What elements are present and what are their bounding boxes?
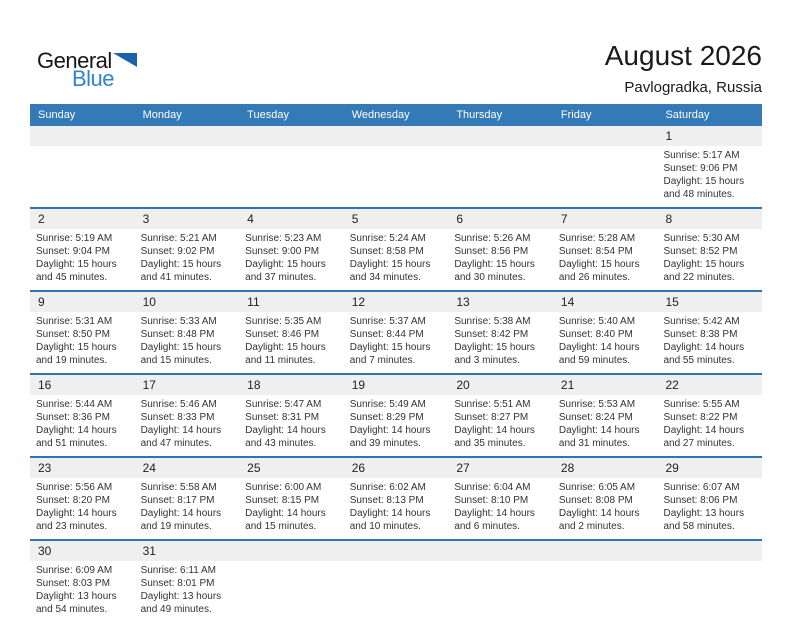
weekday-header-wednesday: Wednesday — [351, 109, 410, 121]
sunset-line: Sunset: 9:00 PM — [245, 246, 320, 257]
sunset-line: Sunset: 8:58 PM — [349, 246, 424, 257]
daylight-line2: and 43 minutes. — [245, 438, 317, 449]
daylight-line2: and 30 minutes. — [454, 272, 526, 283]
daylight-line2: and 19 minutes. — [36, 355, 108, 366]
daylight-line1: Daylight: 14 hours — [245, 508, 326, 519]
day-details — [344, 395, 449, 456]
daylight-line2: and 7 minutes. — [349, 355, 416, 366]
day-number — [30, 126, 135, 146]
sunset-line: Sunset: 8:13 PM — [349, 495, 424, 506]
sunrise-line: Sunrise: 5:31 AM — [36, 316, 113, 327]
day-cell — [135, 209, 240, 290]
daylight-line2: and 3 minutes. — [454, 355, 520, 366]
day-cell — [448, 458, 553, 539]
day-number: 23 — [30, 458, 135, 478]
day-number: 5 — [344, 209, 449, 229]
day-number — [344, 541, 449, 561]
weekday-header-friday: Friday — [560, 109, 592, 121]
day-details — [344, 561, 449, 613]
day-details — [553, 229, 658, 290]
week-row — [30, 539, 762, 622]
day-number — [448, 126, 553, 146]
daylight-line2: and 6 minutes. — [454, 521, 520, 532]
daylight-line1: Daylight: 14 hours — [349, 508, 431, 519]
day-number: 13 — [448, 292, 553, 312]
day-number: 3 — [135, 209, 240, 229]
day-cell — [344, 209, 449, 290]
day-details — [553, 312, 658, 373]
day-number — [448, 541, 553, 561]
sunrise-line: Sunrise: 5:35 AM — [245, 316, 322, 327]
sunset-line: Sunset: 8:15 PM — [245, 495, 320, 506]
day-number: 19 — [344, 375, 449, 395]
sunset-line: Sunset: 8:44 PM — [349, 329, 424, 340]
weekday-header-tuesday: Tuesday — [247, 109, 289, 121]
page-title: August 2026 — [604, 40, 762, 71]
calendar-grid — [30, 126, 762, 622]
weekday-header-saturday: Saturday — [665, 109, 710, 121]
day-cell — [30, 375, 135, 456]
sunset-line: Sunset: 8:46 PM — [245, 329, 320, 340]
day-cell — [657, 458, 762, 539]
weekday-header-sunday: Sunday — [38, 109, 76, 121]
day-number: 27 — [448, 458, 553, 478]
day-cell — [135, 458, 240, 539]
day-details — [657, 478, 762, 539]
empty-day-cell — [657, 541, 762, 622]
daylight-line2: and 19 minutes. — [140, 521, 212, 532]
daylight-line1: Daylight: 15 hours — [140, 259, 222, 270]
sunset-line: Sunset: 8:33 PM — [140, 412, 215, 423]
day-number: 29 — [657, 458, 762, 478]
empty-day-cell — [448, 541, 553, 622]
day-cell — [30, 209, 135, 290]
daylight-line2: and 37 minutes. — [245, 272, 317, 283]
daylight-line1: Daylight: 13 hours — [36, 591, 117, 602]
day-number — [553, 541, 658, 561]
day-number — [239, 541, 344, 561]
day-details — [30, 229, 135, 290]
day-cell — [135, 292, 240, 373]
daylight-line2: and 55 minutes. — [663, 355, 735, 366]
week-row — [30, 126, 762, 207]
sunset-line: Sunset: 8:10 PM — [454, 495, 529, 506]
sunrise-line: Sunrise: 6:04 AM — [454, 482, 531, 493]
day-number: 15 — [657, 292, 762, 312]
logo-text-general: General — [37, 48, 112, 73]
daylight-line1: Daylight: 14 hours — [454, 508, 535, 519]
daylight-line2: and 15 minutes. — [245, 521, 317, 532]
sunset-line: Sunset: 9:02 PM — [140, 246, 215, 257]
daylight-line2: and 31 minutes. — [558, 438, 631, 449]
day-number: 12 — [344, 292, 449, 312]
daylight-line1: Daylight: 14 hours — [140, 508, 222, 519]
day-number: 18 — [239, 375, 344, 395]
empty-day-cell — [135, 126, 240, 207]
sunset-line: Sunset: 8:24 PM — [558, 412, 633, 423]
sunset-line: Sunset: 8:22 PM — [663, 412, 738, 423]
day-details — [344, 229, 449, 290]
daylight-line2: and 35 minutes. — [454, 438, 526, 449]
sunset-line: Sunset: 8:52 PM — [663, 246, 738, 257]
day-details — [239, 229, 344, 290]
day-cell — [657, 292, 762, 373]
day-cell — [30, 541, 135, 622]
daylight-line2: and 15 minutes. — [140, 355, 212, 366]
empty-day-cell — [553, 126, 658, 207]
sunrise-line: Sunrise: 6:07 AM — [663, 482, 740, 493]
sunrise-line: Sunrise: 5:46 AM — [140, 399, 217, 410]
weekday-header-monday: Monday — [142, 109, 182, 121]
daylight-line1: Daylight: 14 hours — [558, 342, 640, 353]
daylight-line2: and 48 minutes. — [663, 189, 735, 200]
day-details — [135, 312, 240, 373]
sunrise-line: Sunrise: 5:33 AM — [140, 316, 217, 327]
daylight-line1: Daylight: 14 hours — [349, 425, 431, 436]
sunset-line: Sunset: 8:27 PM — [454, 412, 529, 423]
day-details — [553, 395, 658, 456]
week-row — [30, 207, 762, 290]
daylight-line1: Daylight: 15 hours — [349, 342, 431, 353]
sunrise-line: Sunrise: 6:09 AM — [36, 565, 113, 576]
daylight-line1: Daylight: 14 hours — [140, 425, 222, 436]
day-number: 31 — [135, 541, 240, 561]
day-cell — [657, 126, 762, 207]
weekday-header-thursday: Thursday — [456, 109, 503, 121]
day-number: 8 — [657, 209, 762, 229]
day-details — [657, 229, 762, 290]
empty-day-cell — [344, 541, 449, 622]
week-row — [30, 456, 762, 539]
daylight-line2: and 45 minutes. — [36, 272, 108, 283]
sunrise-line: Sunrise: 5:42 AM — [663, 316, 740, 327]
daylight-line1: Daylight: 14 hours — [36, 425, 117, 436]
day-cell — [553, 375, 658, 456]
daylight-line1: Daylight: 15 hours — [245, 342, 326, 353]
day-number: 11 — [239, 292, 344, 312]
day-details — [657, 561, 762, 613]
daylight-line1: Daylight: 15 hours — [140, 342, 222, 353]
day-number: 14 — [553, 292, 658, 312]
daylight-line2: and 41 minutes. — [140, 272, 212, 283]
day-details — [135, 146, 240, 201]
day-details — [448, 478, 553, 539]
daylight-line1: Daylight: 14 hours — [663, 425, 745, 436]
day-cell — [344, 458, 449, 539]
sunrise-line: Sunrise: 5:44 AM — [36, 399, 113, 410]
daylight-line1: Daylight: 15 hours — [454, 342, 535, 353]
daylight-line1: Daylight: 14 hours — [558, 508, 640, 519]
empty-day-cell — [553, 541, 658, 622]
day-cell — [657, 209, 762, 290]
sunrise-line: Sunrise: 5:40 AM — [558, 316, 636, 327]
logo-text-blue: Blue — [72, 66, 115, 91]
sunset-line: Sunset: 8:17 PM — [140, 495, 215, 506]
daylight-line1: Daylight: 14 hours — [663, 342, 745, 353]
sunrise-line: Sunrise: 5:55 AM — [663, 399, 740, 410]
day-number: 16 — [30, 375, 135, 395]
day-cell — [239, 375, 344, 456]
day-details — [553, 146, 658, 201]
sunset-line: Sunset: 8:56 PM — [454, 246, 529, 257]
sunrise-line: Sunrise: 6:11 AM — [140, 565, 216, 576]
sunrise-line: Sunrise: 5:23 AM — [245, 233, 322, 244]
sunset-line: Sunset: 8:36 PM — [36, 412, 110, 423]
day-cell — [30, 292, 135, 373]
day-number: 21 — [553, 375, 658, 395]
day-number: 6 — [448, 209, 553, 229]
sunset-line: Sunset: 8:40 PM — [558, 329, 633, 340]
daylight-line2: and 34 minutes. — [349, 272, 421, 283]
daylight-line2: and 23 minutes. — [36, 521, 108, 532]
sunset-line: Sunset: 8:06 PM — [663, 495, 738, 506]
day-details — [30, 146, 135, 201]
day-details — [135, 478, 240, 539]
daylight-line1: Daylight: 14 hours — [454, 425, 535, 436]
sunrise-line: Sunrise: 5:24 AM — [349, 233, 426, 244]
sunrise-line: Sunrise: 5:51 AM — [454, 399, 531, 410]
sunset-line: Sunset: 8:01 PM — [140, 578, 215, 589]
empty-day-cell — [239, 126, 344, 207]
day-cell — [239, 292, 344, 373]
sunset-line: Sunset: 8:48 PM — [140, 329, 215, 340]
sunrise-line: Sunrise: 6:00 AM — [245, 482, 322, 493]
daylight-line2: and 51 minutes. — [36, 438, 108, 449]
day-cell — [657, 375, 762, 456]
day-cell — [448, 292, 553, 373]
day-cell — [239, 209, 344, 290]
daylight-line2: and 2 minutes. — [558, 521, 625, 532]
daylight-line1: Daylight: 15 hours — [36, 259, 117, 270]
sunrise-line: Sunrise: 5:30 AM — [663, 233, 740, 244]
sunset-line: Sunset: 8:03 PM — [36, 578, 110, 589]
day-details — [239, 146, 344, 201]
daylight-line2: and 22 minutes. — [663, 272, 735, 283]
sunset-line: Sunset: 8:08 PM — [558, 495, 633, 506]
day-details — [135, 395, 240, 456]
general-blue-logo — [37, 50, 137, 90]
daylight-line2: and 10 minutes. — [349, 521, 421, 532]
sunrise-line: Sunrise: 5:19 AM — [36, 233, 113, 244]
day-details — [30, 312, 135, 373]
daylight-line1: Daylight: 15 hours — [36, 342, 117, 353]
daylight-line1: Daylight: 13 hours — [140, 591, 222, 602]
day-number: 7 — [553, 209, 658, 229]
day-number — [239, 126, 344, 146]
daylight-line1: Daylight: 14 hours — [36, 508, 117, 519]
day-details — [448, 561, 553, 613]
day-number: 2 — [30, 209, 135, 229]
sunset-line: Sunset: 8:38 PM — [663, 329, 738, 340]
day-details — [448, 312, 553, 373]
sunrise-line: Sunrise: 5:56 AM — [36, 482, 113, 493]
day-cell — [30, 458, 135, 539]
day-number: 30 — [30, 541, 135, 561]
day-details — [553, 478, 658, 539]
logo-triangle-icon — [113, 53, 137, 67]
day-cell — [553, 458, 658, 539]
day-details — [657, 395, 762, 456]
daylight-line2: and 54 minutes. — [36, 604, 108, 615]
sunrise-line: Sunrise: 5:58 AM — [140, 482, 217, 493]
empty-day-cell — [239, 541, 344, 622]
day-cell — [553, 292, 658, 373]
sunrise-line: Sunrise: 5:38 AM — [454, 316, 531, 327]
day-details — [657, 146, 762, 207]
day-cell — [135, 541, 240, 622]
day-number: 22 — [657, 375, 762, 395]
empty-day-cell — [344, 126, 449, 207]
sunset-line: Sunset: 8:50 PM — [36, 329, 110, 340]
empty-day-cell — [30, 126, 135, 207]
day-number: 17 — [135, 375, 240, 395]
sunset-line: Sunset: 8:54 PM — [558, 246, 633, 257]
weekday-header-row — [30, 104, 762, 126]
day-details — [448, 146, 553, 201]
day-number: 25 — [239, 458, 344, 478]
day-details — [553, 561, 658, 613]
day-cell — [344, 292, 449, 373]
sunrise-line: Sunrise: 5:37 AM — [349, 316, 426, 327]
day-number: 1 — [657, 126, 762, 146]
daylight-line2: and 27 minutes. — [663, 438, 735, 449]
day-details — [239, 478, 344, 539]
day-cell — [344, 375, 449, 456]
week-row — [30, 290, 762, 373]
day-details — [239, 395, 344, 456]
sunrise-line: Sunrise: 6:02 AM — [349, 482, 426, 493]
day-cell — [553, 209, 658, 290]
day-details — [344, 478, 449, 539]
daylight-line1: Daylight: 15 hours — [349, 259, 431, 270]
day-details — [30, 561, 135, 622]
daylight-line1: Daylight: 14 hours — [558, 425, 640, 436]
sunset-line: Sunset: 8:29 PM — [349, 412, 424, 423]
sunrise-line: Sunrise: 6:05 AM — [558, 482, 636, 493]
sunrise-line: Sunrise: 5:21 AM — [140, 233, 217, 244]
daylight-line1: Daylight: 15 hours — [454, 259, 535, 270]
daylight-line1: Daylight: 15 hours — [558, 259, 640, 270]
day-details — [657, 312, 762, 373]
day-number: 10 — [135, 292, 240, 312]
sunset-line: Sunset: 8:42 PM — [454, 329, 529, 340]
daylight-line1: Daylight: 15 hours — [663, 176, 745, 187]
daylight-line2: and 47 minutes. — [140, 438, 212, 449]
daylight-line1: Daylight: 15 hours — [663, 259, 745, 270]
daylight-line2: and 58 minutes. — [663, 521, 735, 532]
day-cell — [448, 209, 553, 290]
day-number — [135, 126, 240, 146]
sunrise-line: Sunrise: 5:26 AM — [454, 233, 531, 244]
daylight-line2: and 49 minutes. — [140, 604, 212, 615]
daylight-line2: and 11 minutes. — [245, 355, 316, 366]
day-cell — [239, 458, 344, 539]
calendar — [30, 104, 762, 622]
day-details — [344, 312, 449, 373]
day-number: 26 — [344, 458, 449, 478]
day-cell — [448, 375, 553, 456]
sunset-line: Sunset: 8:31 PM — [245, 412, 320, 423]
day-details — [448, 395, 553, 456]
day-details — [344, 146, 449, 201]
sunset-line: Sunset: 9:06 PM — [663, 163, 738, 174]
day-number: 28 — [553, 458, 658, 478]
week-row — [30, 373, 762, 456]
day-number — [553, 126, 658, 146]
day-number: 4 — [239, 209, 344, 229]
daylight-line2: and 39 minutes. — [349, 438, 421, 449]
daylight-line2: and 59 minutes. — [558, 355, 631, 366]
sunset-line: Sunset: 8:20 PM — [36, 495, 110, 506]
day-cell — [135, 375, 240, 456]
sunrise-line: Sunrise: 5:17 AM — [663, 150, 740, 161]
daylight-line2: and 26 minutes. — [558, 272, 631, 283]
sunrise-line: Sunrise: 5:53 AM — [558, 399, 636, 410]
day-number — [657, 541, 762, 561]
day-details — [135, 561, 240, 622]
daylight-line1: Daylight: 13 hours — [663, 508, 745, 519]
sunrise-line: Sunrise: 5:49 AM — [349, 399, 426, 410]
day-number: 9 — [30, 292, 135, 312]
day-details — [239, 312, 344, 373]
day-details — [448, 229, 553, 290]
day-details — [135, 229, 240, 290]
location-subtitle: Pavlogradka, Russia — [624, 79, 762, 96]
sunset-line: Sunset: 9:04 PM — [36, 246, 110, 257]
sunrise-line: Sunrise: 5:28 AM — [558, 233, 636, 244]
empty-day-cell — [448, 126, 553, 207]
day-number — [344, 126, 449, 146]
day-details — [239, 561, 344, 613]
day-details — [30, 395, 135, 456]
daylight-line1: Daylight: 14 hours — [245, 425, 326, 436]
day-details — [30, 478, 135, 539]
day-number: 24 — [135, 458, 240, 478]
sunrise-line: Sunrise: 5:47 AM — [245, 399, 322, 410]
daylight-line1: Daylight: 15 hours — [245, 259, 326, 270]
day-number: 20 — [448, 375, 553, 395]
